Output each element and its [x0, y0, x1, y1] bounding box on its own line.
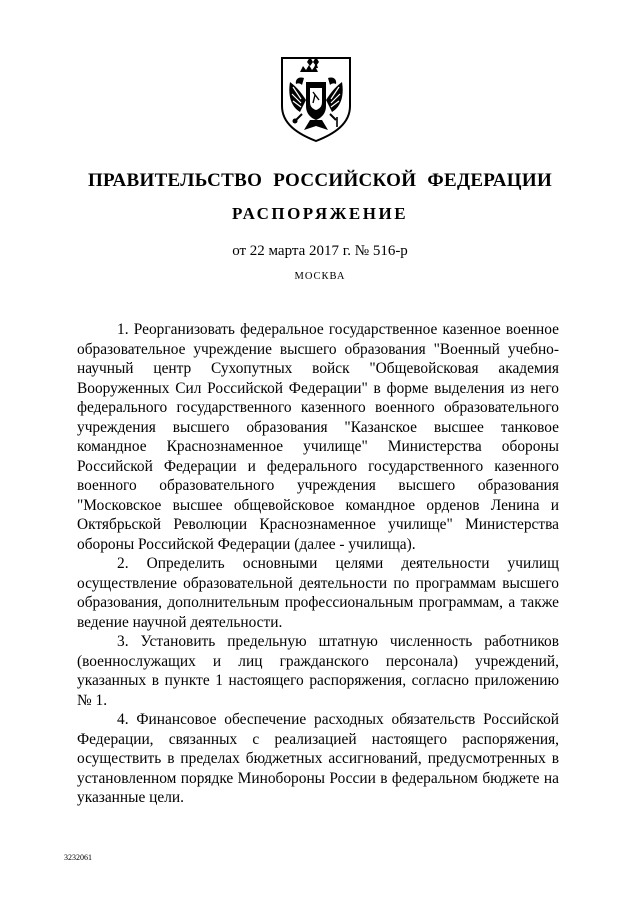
paragraph-1: 1. Реорганизовать федеральное государственное казенное военное образовательное учреждение высшего образования "Военный учебно-научный центр Сухопутных войск "Общевойсковая академия Вооруженных Сил Российской Федерации" в форме выделения из него федерального государственного казенного военного образовательного учреждения высшего образования "Казанское высшее танковое командное Краснознаменное училище" Министерства обороны Российской Федерации и федерального государственного казенного военного образовательного учреждения высшего образования "Московское высшее общевойсковое командное орденов Ленина и Октябрьской Революции Краснознаменное училище" Министерства обороны Российской Федерации (далее - училища). — [77, 321, 559, 553]
paragraph-4: 4. Финансовое обеспечение расходных обязательств Российской Федерации, связанных с реализацией настоящего распоряжения, осуществить в пределах бюджетных ассигнований, предусмотренных в установленном порядке Минобороны России в федеральном бюджете на указанные цели. — [77, 711, 559, 806]
document-type: РАСПОРЯЖЕНИЕ — [231, 204, 409, 223]
paragraph-2: 2. Определить основными целями деятельности училищ осуществление образовательной деятельности по программам высшего образования, дополнительным профессиональным программам, а также ведение научной деятельности. — [77, 555, 559, 631]
document-date-number: от 22 марта 2017 г. № 516-р — [232, 243, 408, 259]
coat-of-arms-icon — [276, 54, 356, 144]
document-body — [77, 320, 559, 808]
paragraph-3: 3. Установить предельную штатную численность работников (военнослужащих и лиц гражданского персонала) учреждений, указанных в пункте 1 настоящего распоряжения, согласно приложению № 1. — [77, 633, 559, 709]
document-city: МОСКВА — [294, 271, 346, 282]
document-id-number: 3232061 — [64, 853, 92, 862]
government-title: ПРАВИТЕЛЬСТВО РОССИЙСКОЙ ФЕДЕРАЦИИ — [87, 170, 553, 191]
